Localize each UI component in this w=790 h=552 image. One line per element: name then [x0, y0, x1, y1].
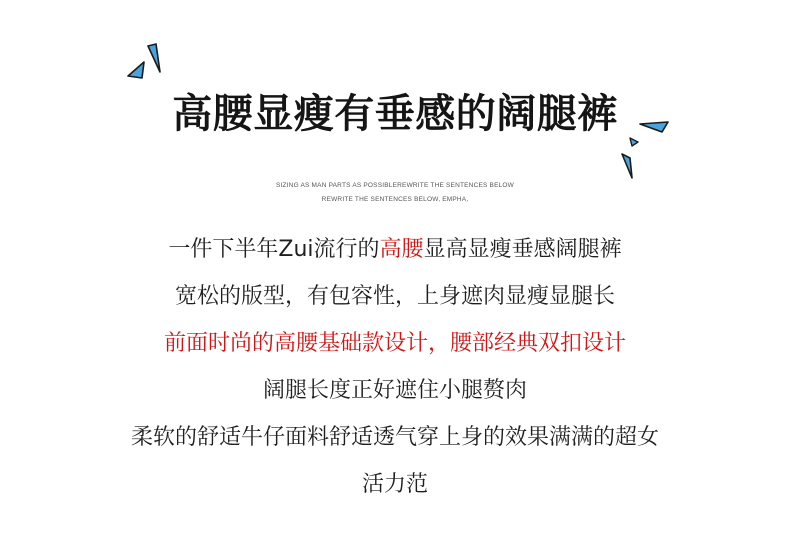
- description-line-1-highlight: 高腰: [379, 237, 424, 262]
- subtitle-line-1: SIZING AS MAN PARTS AS POSSIBLEREWRITE THE SENTENCES BELOW: [275, 182, 515, 189]
- description-line-5: 柔软的舒适牛仔面料舒适透气穿上身的效果满满的超女: [130, 425, 659, 450]
- description-line-3: 前面时尚的高腰基础款设计，腰部经典双扣设计: [163, 331, 626, 356]
- description-line-2: 宽松的版型，有包容性，上身遮肉显瘦显腿长: [174, 284, 615, 309]
- description-line-1-before: 一件下半年Zui流行的: [168, 237, 380, 262]
- description-line-6: 活力范: [361, 472, 428, 497]
- description-line-1-after: 显高显瘦垂感阔腿裤: [423, 237, 622, 262]
- page-title: 高腰显瘦有垂感的阔腿裤: [172, 91, 618, 137]
- description-block: [0, 226, 790, 508]
- decorative-triangles-left-icon: [126, 40, 170, 84]
- description-line-4: 阔腿长度正好遮住小腿赘肉: [262, 378, 527, 403]
- description-line-1: [0, 226, 790, 273]
- subtitle-line-2: REWRITE THE SENTENCES BELOW, EMPHA,: [321, 196, 469, 203]
